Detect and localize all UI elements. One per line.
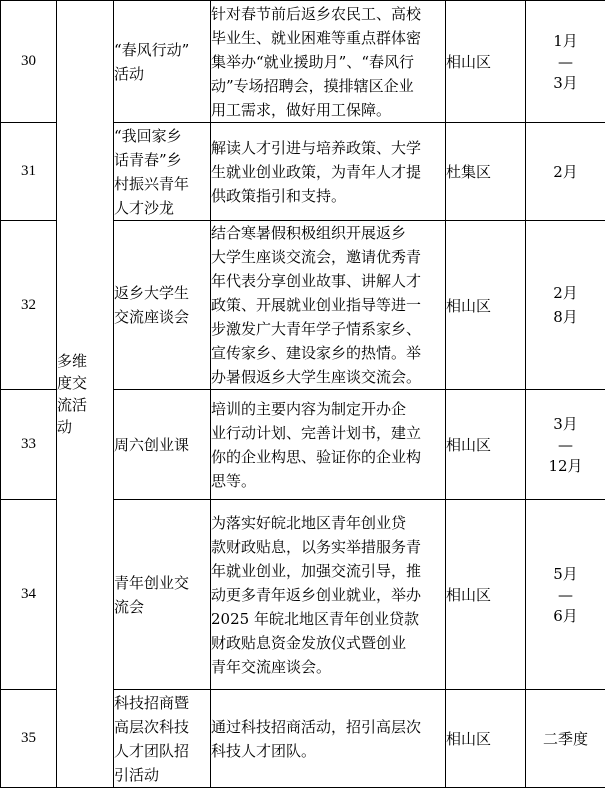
time-dash: — [558,435,573,454]
desc-line: 结合寒暑假积极组织开展返乡 [211,224,407,242]
activity-time [526,390,605,500]
activity-name [114,1,211,123]
activity-time [526,1,605,123]
activity-description [211,123,446,221]
name-line: 活动 [114,64,145,83]
time-line: 2月 [553,162,578,181]
desc-line: 通过科技招商活动，招引高层次 [211,717,422,736]
desc-line: 毕业生、就业困难等重点群体密 [211,28,422,47]
activity-name [114,690,211,788]
desc-line: 步激发广大青年学子情系家乡、 [211,320,422,338]
desc-line: 为落实好皖北地区青年创业贷 [211,513,407,532]
activity-location: 相山区 [446,500,526,690]
time-line: 2月 [553,284,578,302]
time-line: 3月 [553,73,578,92]
desc-line: 思等。 [211,471,257,490]
activity-location: 相山区 [446,390,526,500]
time-line: 3月 [553,414,578,433]
desc-line: 办暑假返乡大学生座谈交流会。 [211,368,422,386]
desc-line: 你的企业构思、验证你的企业构 [211,447,422,466]
desc-line: 供政策指引和支持。 [211,186,347,205]
name-line: 返乡大学生 [114,284,190,302]
desc-line: 动”专场招聘会，摸排辖区企业 [211,76,414,95]
row-number: 35 [1,690,57,788]
row-number: 34 [1,500,57,690]
category-line: 度交 [57,374,88,392]
row-number: 32 [1,221,57,390]
time-dash: — [558,52,573,71]
activity-description [211,221,446,390]
desc-line: 培训的主要内容为制定开办企 [211,399,407,418]
category-line: 流活 [57,396,88,414]
activity-description [211,1,446,123]
category-line: 多维 [57,352,88,370]
desc-line: 政策、开展就业创业指导等进一 [211,296,422,314]
activity-time [526,690,605,788]
time-line: 5月 [553,564,578,583]
activity-description [211,390,446,500]
desc-line: 用工需求，做好用工保障。 [211,100,392,119]
desc-line: 年就业创业，加强交流引导，推 [211,561,422,580]
desc-line: 款财政贴息，以务实举措服务青 [211,537,422,556]
name-line: “春风行动” [114,40,190,59]
time-line: 8月 [553,308,578,326]
time-dash: — [558,585,573,604]
desc-line: 科技人才团队。 [211,741,317,760]
activity-time [526,123,605,221]
name-line: 高层次科技 [114,717,190,736]
desc-line: 宣传家乡、建设家乡的热情。举 [211,344,422,362]
desc-line: 生就业创业政策，为青年人才提 [211,162,422,181]
row-number: 31 [1,123,57,221]
desc-line: 业行动计划、完善计划书，建立 [211,423,422,442]
name-line: 话青春”乡 [114,150,182,169]
time-line: 1月 [553,31,578,50]
desc-line: 解读人才引进与培养政策、大学 [211,138,422,157]
name-line: 人才团队招 [114,741,190,760]
name-line: 交流座谈会 [114,308,190,326]
desc-line: 青年交流座谈会。 [211,657,332,676]
activity-name [114,123,211,221]
category-cell [57,1,114,788]
activity-location: 相山区 [446,221,526,390]
name-line: “我回家乡 [114,126,182,145]
name-line: 流会 [114,597,145,616]
table-row [1,1,605,123]
name-line: 人才沙龙 [114,198,175,217]
activity-location: 杜集区 [446,123,526,221]
time-line: 12月 [548,456,583,475]
name-line: 村振兴青年 [114,174,190,193]
activity-time [526,500,605,690]
desc-line: 动更多青年返乡创业就业，举办 [211,585,422,604]
category-line: 动 [57,418,73,436]
activity-location: 相山区 [446,690,526,788]
activity-description [211,690,446,788]
desc-line: 2025 年皖北地区青年创业贷款 [211,609,419,628]
row-number: 33 [1,390,57,500]
name-line: 周六创业课 [114,435,190,454]
row-number: 30 [1,1,57,123]
desc-line: 财政贴息资金发放仪式暨创业 [211,633,407,652]
activity-time [526,221,605,390]
desc-line: 年代表分享创业故事、讲解人才 [211,272,422,290]
activity-name [114,221,211,390]
name-line: 科技招商暨 [114,693,190,712]
desc-line: 集举办“就业援助月”、“春风行 [211,52,415,71]
activity-name [114,390,211,500]
activity-description [211,500,446,690]
name-line: 青年创业交 [114,573,190,592]
desc-line: 大学生座谈交流会，邀请优秀青 [211,248,422,266]
name-line: 引活动 [114,765,160,784]
time-line: 二季度 [542,729,588,748]
activity-location: 相山区 [446,1,526,123]
time-line: 6月 [553,606,578,625]
desc-line: 针对春节前后返乡农民工、高校 [211,4,422,23]
activity-name [114,500,211,690]
